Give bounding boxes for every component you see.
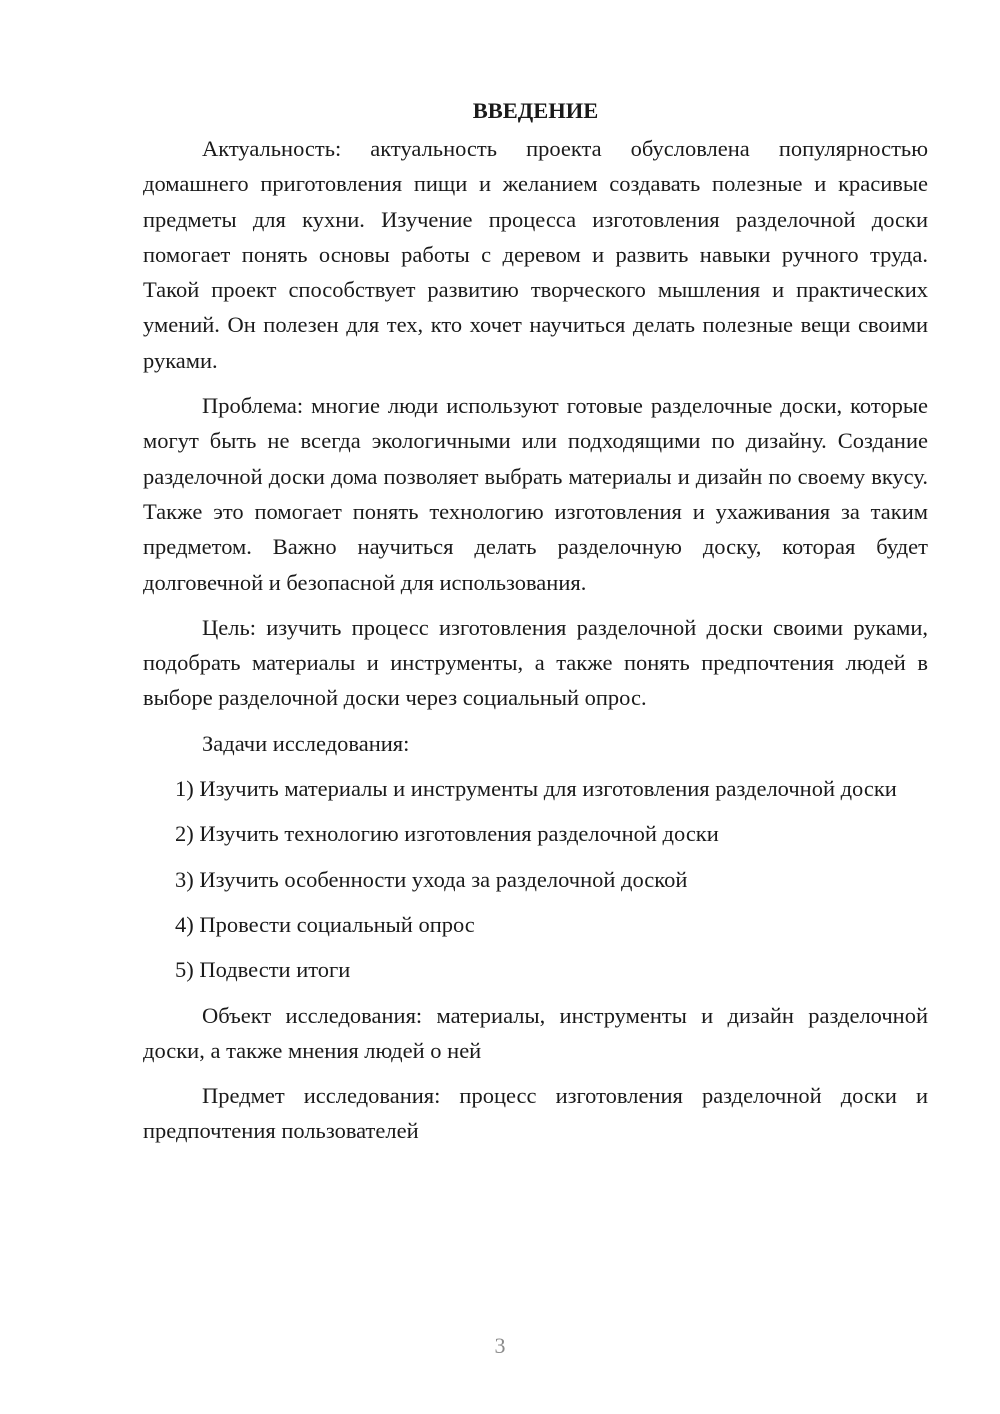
subject-paragraph: Предмет исследования: процесс изготовления разделочной доски и предпочтения пользователей <box>143 1083 928 1144</box>
task-item: 4) Провести социальный опрос <box>175 911 475 937</box>
tasks-heading: Задачи исследования: <box>202 730 410 756</box>
task-item: 3) Изучить особенности ухода за разделочной доской <box>175 866 688 892</box>
goal-paragraph: Цель: изучить процесс изготовления разделочной доски своими руками, подобрать материалы и инструменты, а также понять предпочтения людей в выборе разделочной доски через социальный опрос. <box>143 614 928 711</box>
object-paragraph: Объект исследования: материалы, инструменты и дизайн разделочной доски, а также мнения людей о ней <box>143 1002 928 1063</box>
page-number: 3 <box>494 1333 506 1358</box>
relevance-paragraph: Актуальность: актуальность проекта обусловлена популярностью домашнего приготовления пищи и желанием создавать полезные и красивые предметы для кухни. Изучение процесса изготовления разделочной доски помогает понять основы работы с деревом и развить навыки ручного труда. Такой проект способствует развитию творческого мышления и практических умений. Он полезен для тех, кто хочет научиться делать полезные вещи своими руками. <box>143 136 928 373</box>
task-item: 5) Подвести итоги <box>175 957 351 983</box>
task-item: 1) Изучить материалы и инструменты для изготовления разделочной доски <box>175 776 897 802</box>
tasks-list <box>143 771 928 987</box>
problem-paragraph: Проблема: многие люди используют готовые разделочные доски, которые могут быть не всегда экологичными или подходящими по дизайну. Создание разделочной доски дома позволяет выбрать материалы и дизайн по своему вкусу. Также это помогает понять технологию изготовления и ухаживания за таким предметом. Важно научиться делать разделочную доску, которая будет долговечной и безопасной для использования. <box>143 393 928 595</box>
document-page <box>143 93 928 1159</box>
document-title: ВВЕДЕНИЕ <box>472 98 599 123</box>
task-item: 2) Изучить технологию изготовления разделочной доски <box>175 821 719 847</box>
